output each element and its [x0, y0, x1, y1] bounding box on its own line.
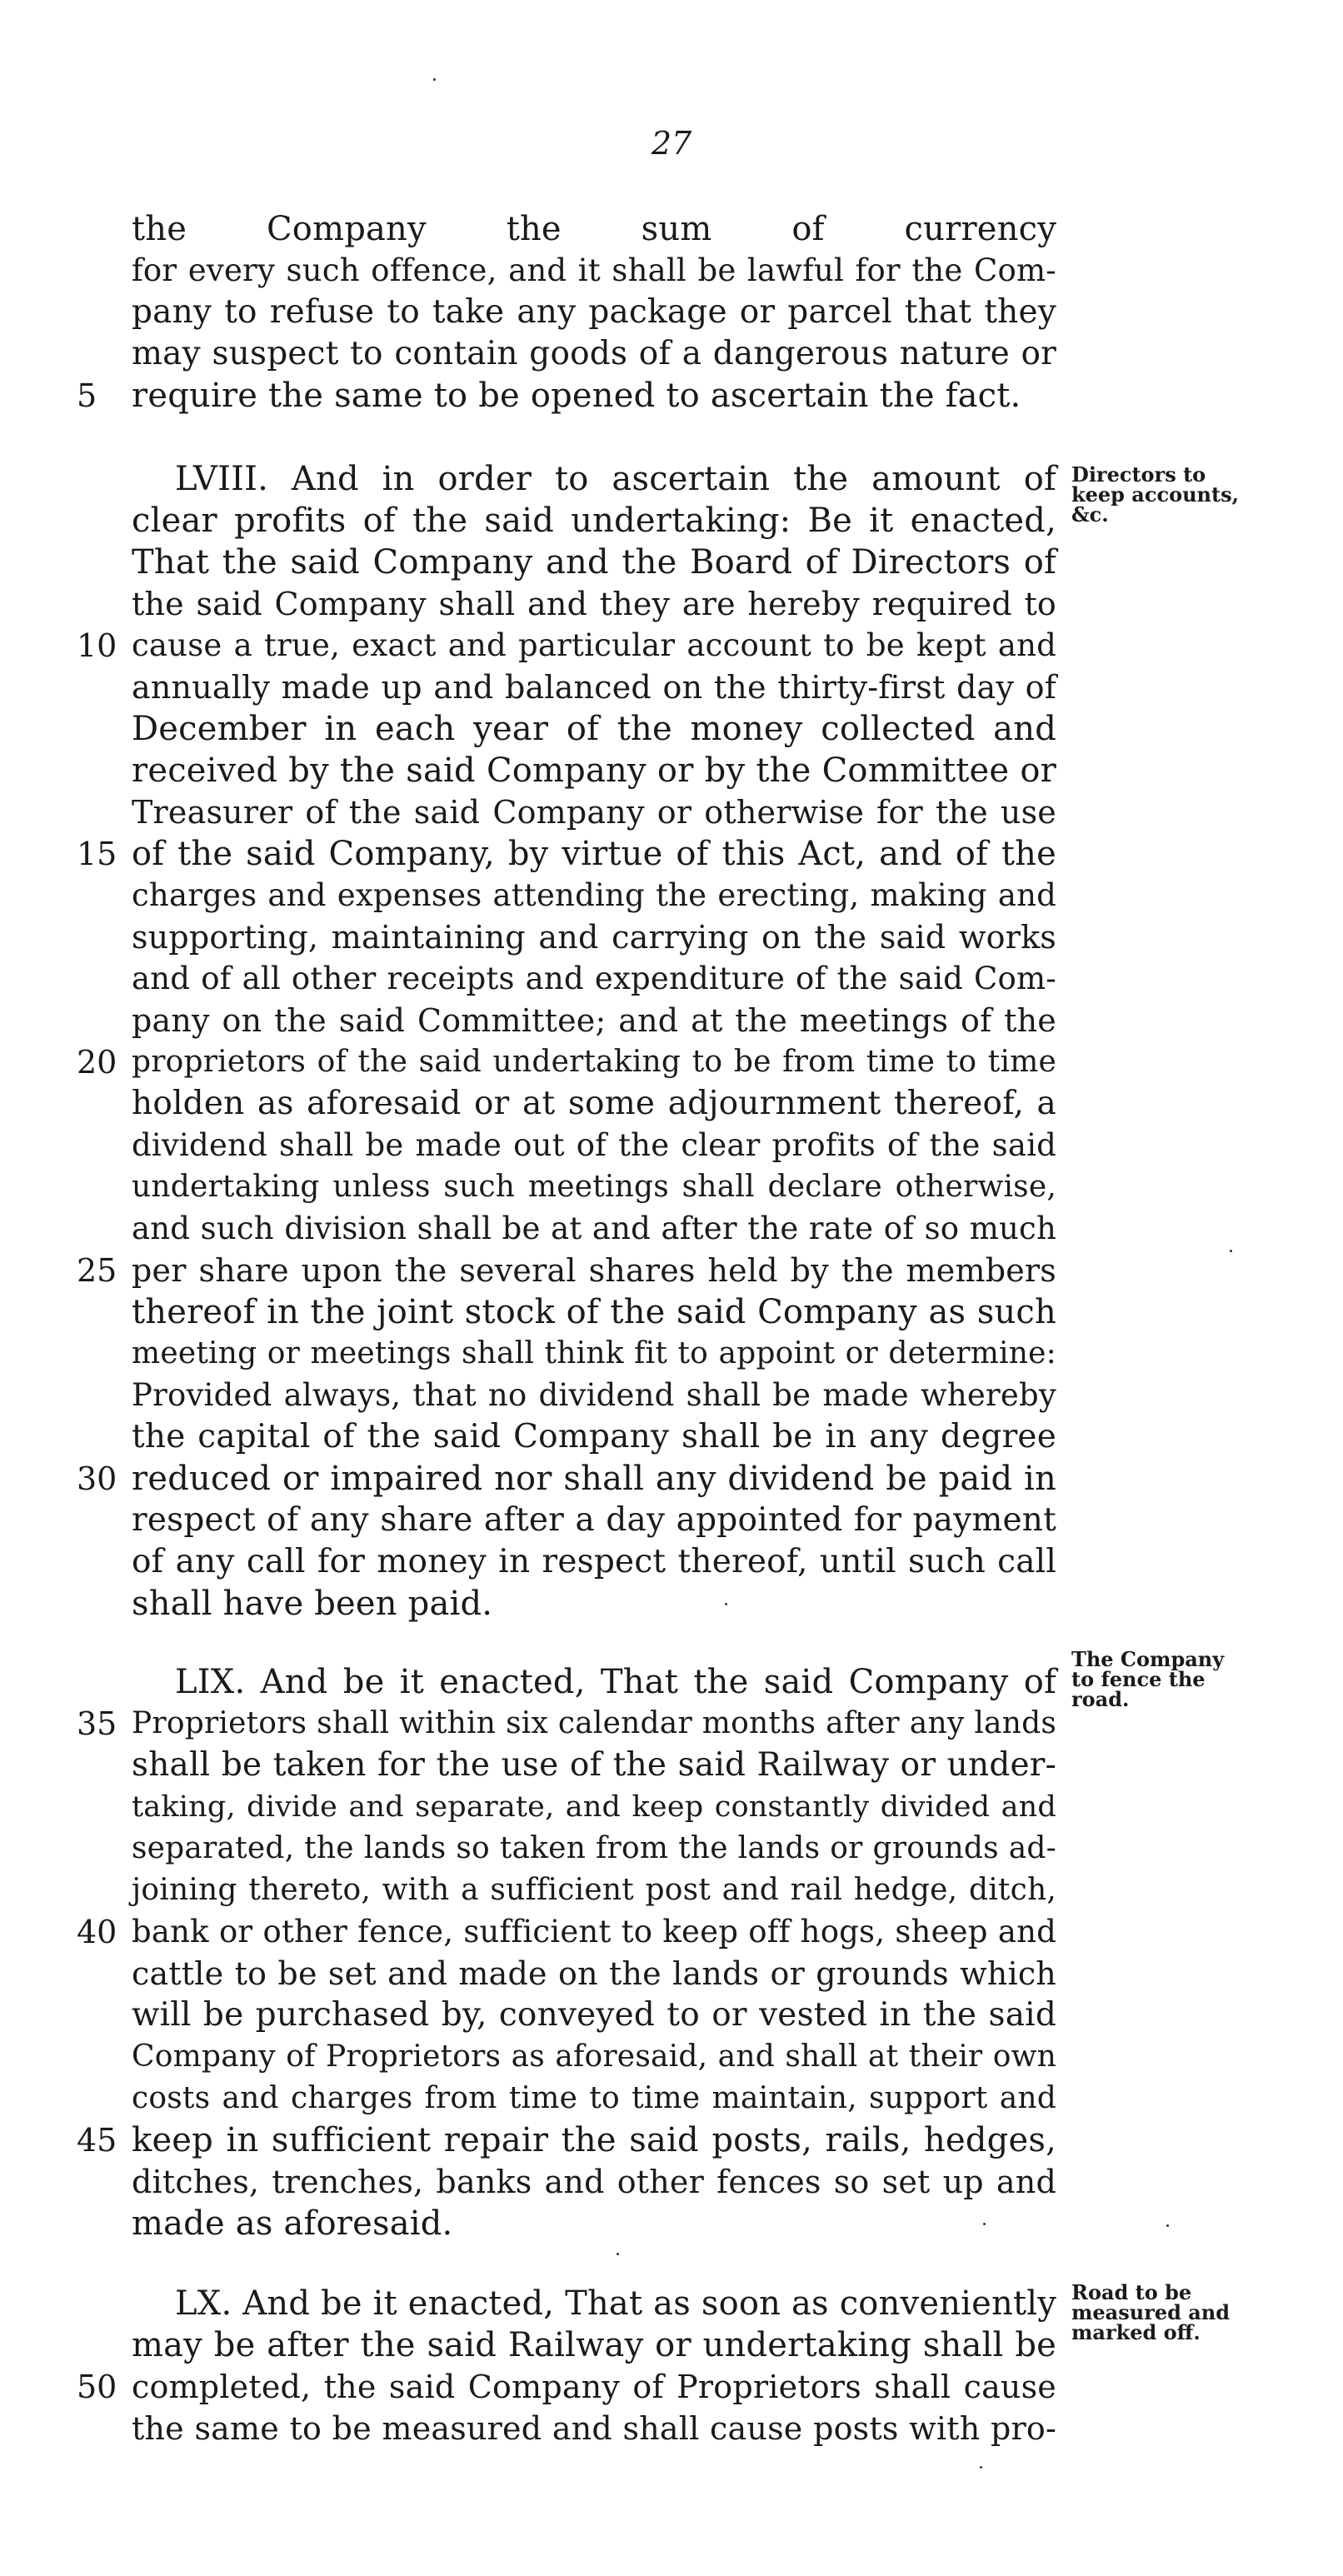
- text-line: Provided always, that no dividend shall be made whereby: [132, 1377, 1056, 1413]
- text-line: reduced or impaired nor shall any dividend be paid in: [132, 1460, 1056, 1498]
- text-line: may suspect to contain goods of a dangerous nature or: [132, 335, 1056, 372]
- text-line: clear profits of the said undertaking: Be it enacted,: [132, 502, 1056, 540]
- text-line: costs and charges from time to time maintain, support and: [132, 2081, 1056, 2115]
- text-line: dividend shall be made out of the clear profits of the said: [132, 1127, 1056, 1163]
- text-line: the same to be measured and shall cause posts with pro-: [132, 2410, 1056, 2447]
- line-number: 20: [77, 1044, 117, 1081]
- text-line: the said Company shall and they are hereby required to: [132, 586, 1056, 622]
- margin-note-line: Directors to: [1071, 462, 1206, 487]
- line-number: 25: [77, 1252, 117, 1289]
- scan-speck: [725, 1603, 727, 1605]
- text-line: made as aforesaid.: [132, 2204, 453, 2243]
- text-line: for every such offence, and it shall be lawful for the Com-: [132, 252, 1056, 288]
- text-line: of the said Company, by virtue of this Act, and of the: [132, 835, 1056, 873]
- text-line: That the said Company and the Board of Directors of: [132, 543, 1056, 582]
- margin-note-line: road.: [1071, 1687, 1130, 1711]
- text-line: will be purchased by, conveyed to or vested in the said: [132, 1996, 1056, 2034]
- text-line: pany on the said Committee; and at the meetings of the: [132, 1002, 1056, 1039]
- text-line: pany to refuse to take any package or parcel that they: [132, 293, 1056, 331]
- line-number: 15: [77, 836, 117, 872]
- line-number: 40: [77, 1914, 117, 1950]
- text-line: joining thereto, with a sufficient post and rail hedge, ditch,: [132, 1873, 1056, 1907]
- text-line: shall have been paid.: [132, 1585, 493, 1623]
- text-line: thereof in the joint stock of the said Company as such: [132, 1293, 1056, 1331]
- text-line: require the same to be opened to ascertain the fact.: [132, 377, 1021, 415]
- margin-note-road: [1071, 2280, 1263, 2344]
- text-line: charges and expenses attending the erecting, making and: [132, 877, 1056, 913]
- text-line: keep in sufficient repair the said posts, rails, hedges,: [132, 2121, 1056, 2159]
- margin-note-line: marked off.: [1071, 2320, 1201, 2344]
- text-line: undertaking unless such meetings shall declare otherwise,: [132, 1170, 1056, 1204]
- scan-speck: [1230, 1250, 1232, 1252]
- text-line: of any call for money in respect thereof, until such call: [132, 1543, 1056, 1580]
- line-number: 10: [77, 627, 117, 664]
- text-line: completed, the said Company of Proprietors shall cause: [132, 2369, 1056, 2405]
- margin-note-fence: [1071, 1647, 1263, 1711]
- scan-speck: [433, 78, 436, 81]
- scan-speck: [980, 2466, 982, 2469]
- text-line: annually made up and balanced on the thirty-first day of: [132, 669, 1056, 706]
- line-number: 45: [77, 2122, 117, 2159]
- text-line: cause a true, exact and particular account to be kept and: [132, 627, 1056, 663]
- text-line: Proprietors shall within six calendar months after any lands: [132, 1706, 1056, 1740]
- text-line: respect of any share after a day appointed for payment: [132, 1501, 1056, 1539]
- text-line: proprietors of the said undertaking to be from time to time: [132, 1045, 1056, 1079]
- text-line: may be after the said Railway or undertaking shall be: [132, 2326, 1056, 2364]
- text-line: received by the said Company or by the Committee or: [132, 751, 1056, 790]
- scan-speck: [983, 2223, 986, 2225]
- scan-speck: [617, 2253, 619, 2255]
- text-line: taking, divide and separate, and keep constantly divided and: [132, 1790, 1056, 1824]
- margin-note-line: to fence the: [1071, 1667, 1206, 1691]
- line-number: 35: [77, 1705, 117, 1742]
- margin-note-line: measured and: [1071, 2300, 1231, 2324]
- text-line: the capital of the said Company shall be in any degree: [132, 1418, 1056, 1455]
- line-number: 30: [77, 1460, 117, 1497]
- margin-note-line: &c.: [1071, 502, 1109, 527]
- text-line: supporting, maintaining and carrying on the said works: [132, 919, 1056, 956]
- text-line: cattle to be set and made on the lands or grounds which: [132, 1955, 1056, 1992]
- section-heading-line: LX. And be it enacted, That as soon as conveniently: [175, 2284, 1057, 2323]
- text-line: and such division shall be at and after the rate of so much: [132, 1211, 1056, 1246]
- text-line: holden as aforesaid or at some adjournment thereof, a: [132, 1085, 1056, 1122]
- scan-speck: [1166, 2224, 1169, 2227]
- page-number: 27: [651, 125, 692, 162]
- margin-note-directors: [1071, 462, 1263, 527]
- section-heading-line: LVIII. And in order to ascertain the amount of: [175, 460, 1056, 498]
- text-line: separated, the lands so taken from the lands or grounds ad-: [132, 1831, 1056, 1865]
- margin-note-line: The Company: [1071, 1647, 1225, 1671]
- section-heading-line: LIX. And be it enacted, That the said Company of: [175, 1663, 1056, 1701]
- text-line: per share upon the several shares held by the members: [132, 1252, 1056, 1289]
- line-number: 50: [77, 2369, 117, 2405]
- text-line: shall be taken for the use of the said Railway or under-: [132, 1746, 1056, 1784]
- text-line: and of all other receipts and expenditure of the said Com-: [132, 961, 1056, 996]
- text-line: bank or other fence, sufficient to keep off hogs, sheep and: [132, 1914, 1056, 1949]
- text-line: ditches, trenches, banks and other fences so set up and: [132, 2164, 1056, 2200]
- text-line: Treasurer of the said Company or otherwise for the use: [132, 794, 1056, 831]
- text-line: the Company the sum of currency: [132, 210, 1056, 248]
- line-number: 5: [77, 377, 97, 414]
- margin-note-line: keep accounts,: [1071, 482, 1239, 507]
- text-line: meeting or meetings shall think fit to appoint or determine:: [132, 1336, 1056, 1370]
- text-line: December in each year of the money collected and: [132, 710, 1056, 748]
- margin-note-line: Road to be: [1071, 2280, 1192, 2304]
- text-line: Company of Proprietors as aforesaid, and shall at their own: [132, 2039, 1056, 2074]
